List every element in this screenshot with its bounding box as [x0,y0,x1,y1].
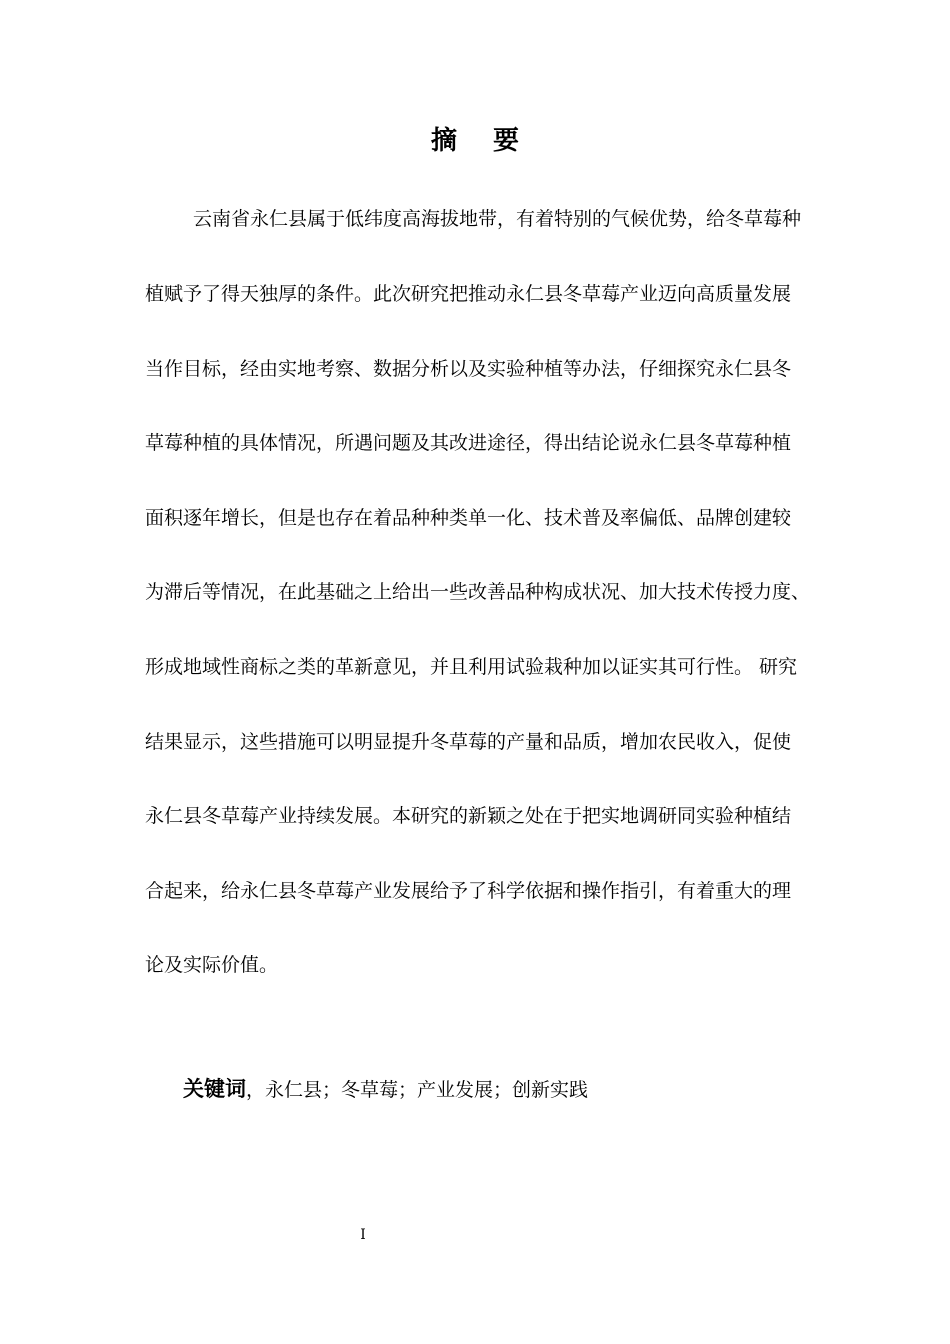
keywords-separator: ， [246,1079,266,1101]
abstract-line-4: 草莓种植的具体情况，所遇问题及其改进途径，得出结论说永仁县冬草莓种植 [145,432,792,454]
abstract-line-6: 为滞后等情况，在此基础之上给出一些改善品种构成状况、加大技术传授力度、 [145,581,811,603]
abstract-line-3: 当作目标，经由实地考察、数据分析以及实验种植等办法，仔细探究永仁县冬 [145,358,792,380]
abstract-line-9: 永仁县冬草莓产业持续发展。本研究的新颖之处在于把实地调研同实验种植结 [145,805,792,827]
abstract-line-10: 合起来，给永仁县冬草莓产业发展给予了科学依据和操作指引，有着重大的理 [145,880,792,902]
abstract-line-5: 面积逐年增长，但是也存在着品种种类单一化、技术普及率偏低、品牌创建较 [145,507,792,529]
abstract-title: 摘要 [430,126,555,156]
abstract-line-8: 结果显示，这些措施可以明显提升冬草莓的产量和品质，增加农民收入，促使 [145,731,792,753]
keywords-text: 永仁县；冬草莓；产业发展；创新实践 [265,1079,589,1101]
abstract-line-7: 形成地域性商标之类的革新意见，并且利用试验栽种加以证实其可行性。 研究 [145,656,798,678]
abstract-line-2: 植赋予了得天独厚的条件。此次研究把推动永仁县冬草莓产业迈向高质量发展 [145,283,792,305]
keywords-label: 关键词 [183,1077,246,1101]
abstract-line-11: 论及实际价值。 [145,954,279,976]
abstract-line-1: 云南省永仁县属于低纬度高海拔地带，有着特别的气候优势，给冬草莓种 [193,208,802,230]
keywords [183,1076,588,1103]
page-number: I [360,1227,366,1243]
